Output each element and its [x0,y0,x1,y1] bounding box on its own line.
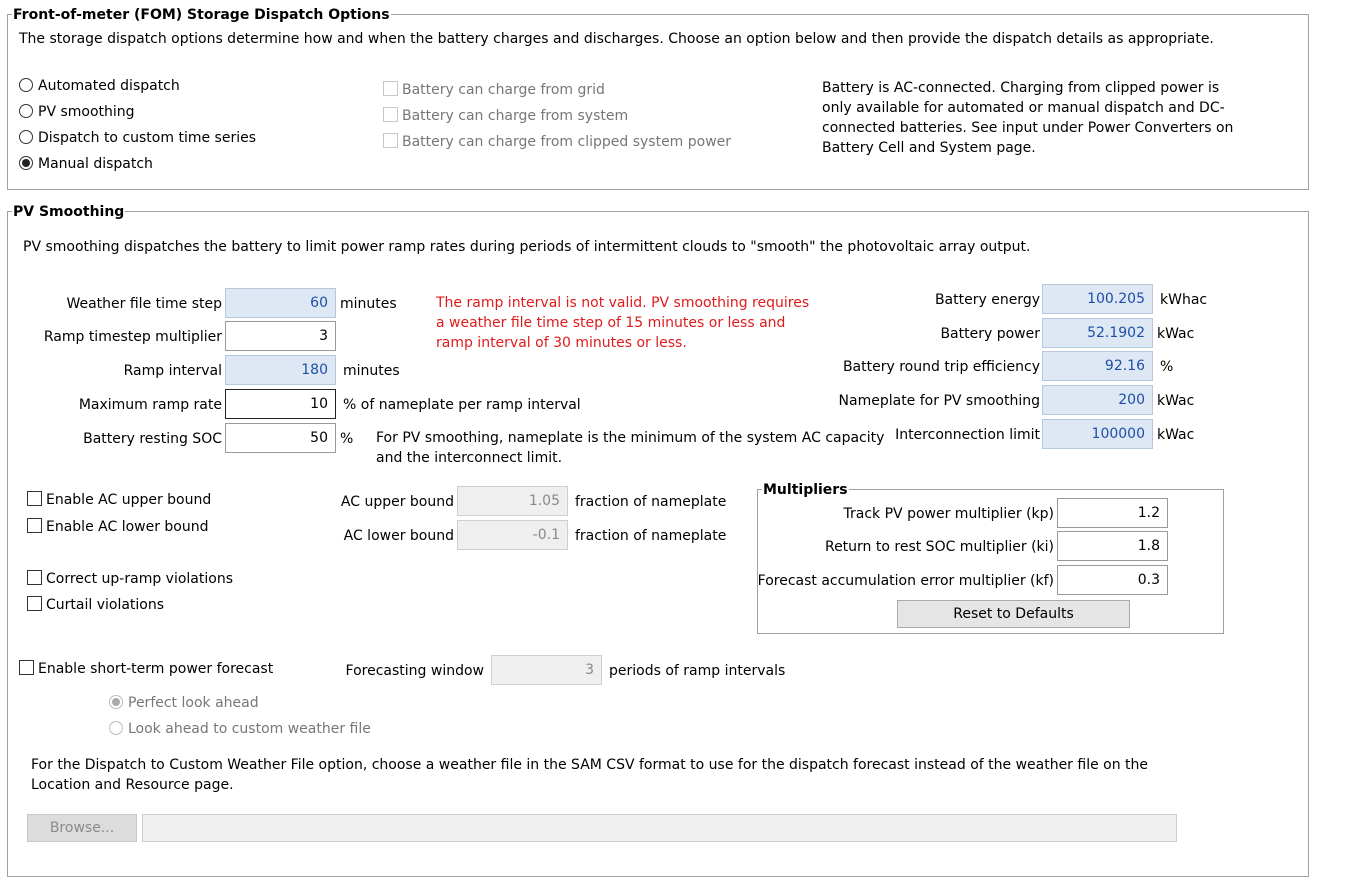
nameplate-note: For PV smoothing, nameplate is the minimum of the system AC capacity and the interconnect limit. [376,430,885,466]
ac-upper-unit: fraction of nameplate [575,494,727,510]
ac-lower-label: AC lower bound [343,528,454,544]
checkbox-enable-ac-lower-label[interactable]: Enable AC lower bound [46,519,209,535]
radio-pv-smoothing[interactable] [19,104,33,118]
nameplate-unit: kWac [1157,393,1195,409]
rte-unit: % [1160,359,1174,375]
ac-lower-unit: fraction of nameplate [575,528,727,544]
forecast-window-unit: periods of ramp intervals [609,663,786,679]
interconnection-unit: kWac [1157,427,1195,443]
rest-soc-unit: % [340,431,354,447]
battery-energy-label: Battery energy [934,292,1040,308]
reset-defaults-button[interactable]: Reset to Defaults [897,600,1130,628]
checkbox-enable-forecast[interactable] [19,660,34,675]
checkbox-charge-from-clipped-label: Battery can charge from clipped system power [402,134,732,150]
checkbox-enable-forecast-label[interactable]: Enable short-term power forecast [38,661,274,677]
ramp-interval-label: Ramp interval [123,363,222,379]
radio-pv-smoothing-label[interactable]: PV smoothing [38,104,135,120]
weather-step-label: Weather file time step [66,296,222,312]
ac-upper-label: AC upper bound [340,494,454,510]
ramp-interval-unit: minutes [343,363,400,379]
checkbox-correct-upramp-label[interactable]: Correct up-ramp violations [46,571,233,587]
weather-step-unit: minutes [340,296,397,312]
radio-custom-time-series[interactable] [19,130,33,144]
custom-weather-note: For the Dispatch to Custom Weather File option, choose a weather file in the SAM CSV format to use for the dispatch forecast instead of the weather file on the Location and Resource page. [31,757,1149,793]
rest-soc-input[interactable]: 50 [225,423,336,453]
ki-input[interactable]: 1.8 [1057,531,1168,561]
battery-power-value: 52.1902 [1042,318,1153,348]
checkbox-enable-ac-lower[interactable] [27,518,42,533]
radio-perfect-look-ahead[interactable] [109,695,123,709]
pv-smoothing-title: PV Smoothing [13,204,125,220]
checkbox-charge-from-grid[interactable] [383,81,398,96]
battery-energy-value: 100.205 [1042,284,1153,314]
battery-power-label: Battery power [940,326,1040,342]
pv-smoothing-description: PV smoothing dispatches the battery to limit power ramp rates during periods of intermittent clouds to "smooth" the photovoltaic array output. [23,239,1031,255]
checkbox-correct-upramp[interactable] [27,570,42,585]
browse-button[interactable]: Browse... [27,814,137,842]
ac-lower-input[interactable]: -0.1 [457,520,568,550]
weather-file-path[interactable] [142,814,1177,842]
radio-automated-dispatch-label[interactable]: Automated dispatch [38,78,180,94]
ramp-interval-value: 180 [225,355,336,385]
ac-connected-note: Battery is AC-connected. Charging from clipped power is only available for automated or manual dispatch and DC-connected batteries. See input under Power Converters on Battery Cell and System page. [822,80,1234,156]
checkbox-charge-from-system-label: Battery can charge from system [402,108,629,124]
battery-power-unit: kWac [1157,326,1195,342]
radio-custom-weather-look-ahead[interactable] [109,721,123,735]
fom-dispatch-title: Front-of-meter (FOM) Storage Dispatch Options [13,7,390,23]
nameplate-value: 200 [1042,385,1153,415]
forecast-window-input[interactable]: 3 [491,655,602,685]
checkbox-charge-from-system[interactable] [383,107,398,122]
checkbox-curtail[interactable] [27,596,42,611]
checkbox-curtail-label[interactable]: Curtail violations [46,597,165,613]
forecast-window-label: Forecasting window [345,663,484,679]
max-ramp-input[interactable]: 10 [225,389,336,419]
fom-description: The storage dispatch options determine how and when the battery charges and discharges. Choose an option below and then provide the dispatch details as appropriate. [19,31,1214,47]
interconnection-label: Interconnection limit [895,427,1040,443]
radio-manual-dispatch[interactable] [19,156,33,170]
nameplate-label: Nameplate for PV smoothing [838,393,1040,409]
checkbox-charge-from-grid-label: Battery can charge from grid [402,82,605,98]
ramp-interval-error: The ramp interval is not valid. PV smoothing requires a weather file time step of 15 minutes or less and ramp interval of 30 minutes or less. [436,295,810,351]
radio-manual-dispatch-label[interactable]: Manual dispatch [38,156,153,172]
ramp-mult-input[interactable]: 3 [225,321,336,351]
kp-label: Track PV power multiplier (kp) [843,506,1054,522]
ac-upper-input[interactable]: 1.05 [457,486,568,516]
radio-perfect-look-ahead-label[interactable]: Perfect look ahead [128,695,259,711]
battery-energy-unit: kWhac [1160,292,1208,308]
kf-input[interactable]: 0.3 [1057,565,1168,595]
max-ramp-label: Maximum ramp rate [78,397,222,413]
multipliers-title: Multipliers [763,482,848,498]
rte-value: 92.16 [1042,351,1153,381]
radio-automated-dispatch[interactable] [19,78,33,92]
radio-custom-weather-look-ahead-label[interactable]: Look ahead to custom weather file [128,721,371,737]
checkbox-enable-ac-upper[interactable] [27,491,42,506]
radio-custom-time-series-label[interactable]: Dispatch to custom time series [38,130,256,146]
rest-soc-label: Battery resting SOC [83,431,222,447]
checkbox-charge-from-clipped[interactable] [383,133,398,148]
interconnection-value: 100000 [1042,419,1153,449]
ramp-mult-label: Ramp timestep multiplier [43,329,222,345]
kp-input[interactable]: 1.2 [1057,498,1168,528]
max-ramp-unit: % of nameplate per ramp interval [343,397,581,413]
rte-label: Battery round trip efficiency [842,359,1040,375]
kf-label: Forecast accumulation error multiplier (kf) [757,573,1054,589]
weather-step-value: 60 [225,288,336,318]
ki-label: Return to rest SOC multiplier (ki) [824,539,1054,555]
checkbox-enable-ac-upper-label[interactable]: Enable AC upper bound [46,492,212,508]
